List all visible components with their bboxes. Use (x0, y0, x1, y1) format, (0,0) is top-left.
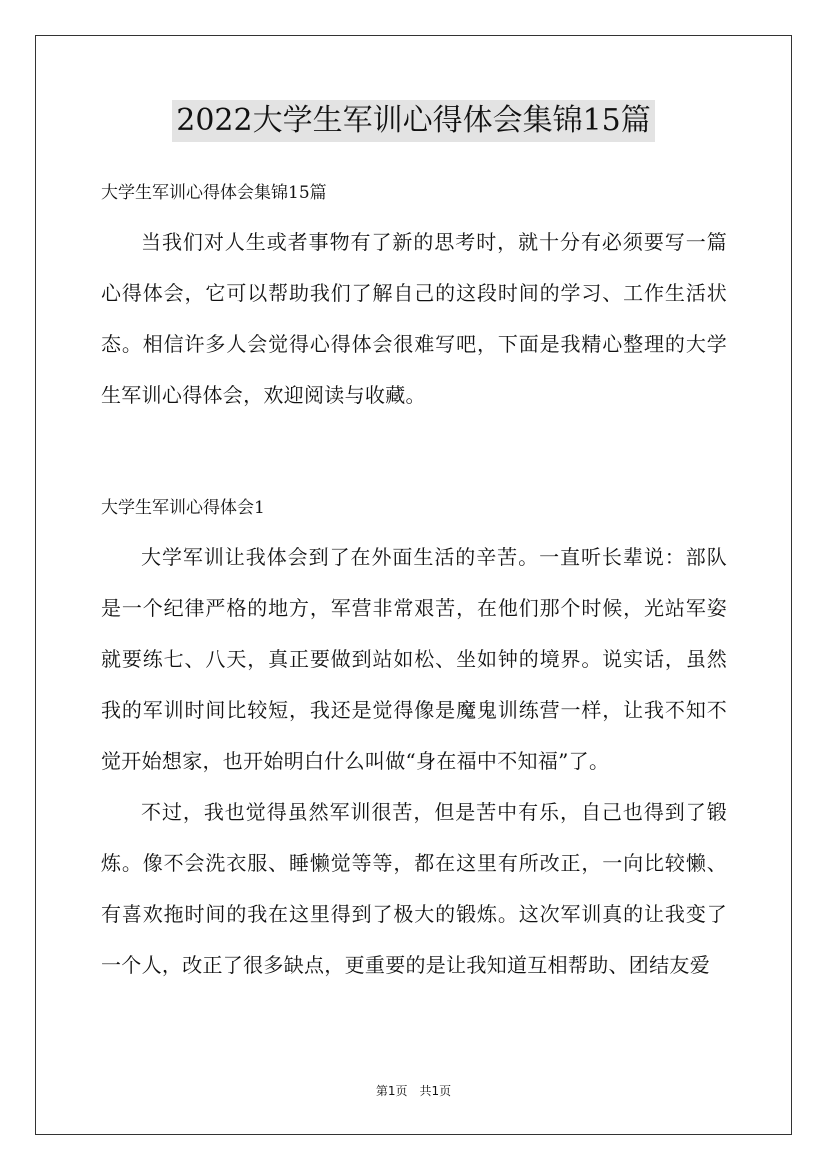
page-footer: 第1页 共1页 (375, 1084, 452, 1098)
title-container (0, 100, 827, 142)
document-subtitle: 大学生军训心得体会集锦15篇 (101, 183, 327, 203)
document-title: 2022大学生军训心得体会集锦15篇 (172, 100, 655, 142)
section1-paragraph-1: 大学军训让我体会到了在外面生活的辛苦。一直听长辈说：部队是一个纪律严格的地方，军营非常艰苦，在他们那个时候，光站军姿就要练七、八天，真正要做到站如松、坐如钟的境界。说实话，虽然我的军训时间比较短，我还是觉得像是魔鬼训练营一样，让我不知不觉开始想家，也开始明白什么叫做“身在福中不知福”了。 (101, 545, 727, 773)
section-heading-1: 大学生军训心得体会1 (101, 498, 265, 518)
document-body (101, 176, 727, 991)
section1-paragraph-2: 不过，我也觉得虽然军训很苦，但是苦中有乐，自己也得到了锻炼。像不会洗衣服、睡懒觉等等，都在这里有所改正，一向比较懒、有喜欢拖时间的我在这里得到了极大的锻炼。这次军训真的让我变了一个人，改正了很多缺点，更重要的是让我知道互相帮助、团结友爱 (101, 800, 727, 977)
intro-paragraph: 当我们对人生或者事物有了新的思考时，就十分有必须要写一篇心得体会，它可以帮助我们了解自己的这段时间的学习、工作生活状态。相信许多人会觉得心得体会很难写吧，下面是我精心整理的大学生军训心得体会，欢迎阅读与收藏。 (101, 230, 727, 407)
